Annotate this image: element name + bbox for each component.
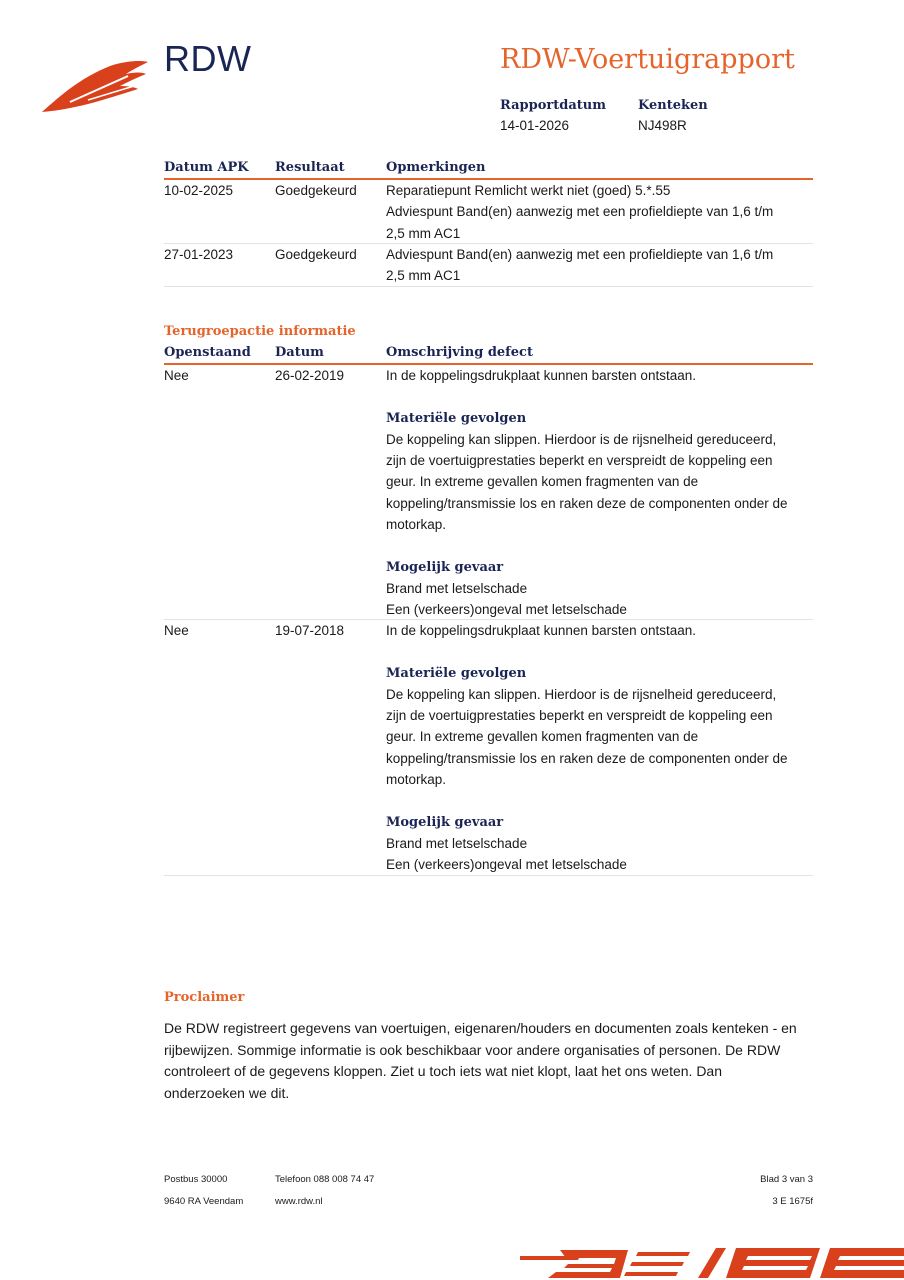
apk-col-remarks: Opmerkingen <box>386 160 486 175</box>
footer-postcode: 9640 RA Veendam <box>164 1196 244 1207</box>
recall-open: Nee <box>164 368 189 383</box>
recall-material-line: koppeling/transmissie los en raken deze de componenten onder de <box>386 750 788 766</box>
recall-col-defect: Omschrijving defect <box>386 345 533 360</box>
apk-date: 10-02-2025 <box>164 183 234 198</box>
recall-danger-line: Brand met letselschade <box>386 835 528 851</box>
recall-date: 26-02-2019 <box>275 368 345 383</box>
footer-code: 3 E 1675f <box>772 1196 813 1207</box>
apk-remark-line: Adviespunt Band(en) aanwezig met een profieldiepte van 1,6 t/m <box>386 247 774 262</box>
recall-col-open: Openstaand <box>164 345 251 360</box>
apk-remark-line: Reparatiepunt Remlicht werkt niet (goed) 5.*.55 <box>386 183 671 198</box>
recall-danger-line: Een (verkeers)ongeval met letselschade <box>386 857 627 873</box>
plate-label: Kenteken <box>638 98 708 113</box>
apk-remark-line: 2,5 mm AC1 <box>386 268 461 284</box>
recall-defect: In de koppelingsdrukplaat kunnen barsten ontstaan. <box>386 623 696 638</box>
recall-material-line: De koppeling kan slippen. Hierdoor is de rijsnelheid gereduceerd, <box>386 431 777 447</box>
apk-result: Goedgekeurd <box>275 183 357 198</box>
recall-col-date: Datum <box>275 345 324 360</box>
apk-remark-line: Adviespunt Band(en) aanwezig met een profieldiepte van 1,6 t/m <box>386 204 774 220</box>
recall-material-line: zijn de voertuigprestaties beperkt en verspreidt de koppeling een <box>386 453 773 469</box>
footer-website: www.rdw.nl <box>275 1196 323 1207</box>
recall-material-line: geur. In extreme gevallen komen fragmenten van de <box>386 474 699 490</box>
apk-remarks <box>386 244 806 287</box>
proclaimer-text: De RDW registreert gegevens van voertuigen, eigenaren/houders en documenten zoals kenteken - en rijbewijzen. Sommige informatie is ook beschikbaar voor andere organisaties of personen. De RDW controleert of de gegevens kloppen. Ziet u toch iets wat niet klopt, laat het ons weten. Dan onderzoeken we dit. <box>164 1020 797 1101</box>
recall-section-title: Terugroepactie informatie <box>164 324 356 339</box>
apk-col-result: Resultaat <box>275 160 345 175</box>
recall-description <box>386 365 806 621</box>
rdw-wing-logo-icon <box>40 56 150 116</box>
apk-result: Goedgekeurd <box>275 247 357 262</box>
report-date-block <box>500 98 606 133</box>
table-row <box>164 180 813 244</box>
recall-material-line: De koppeling kan slippen. Hierdoor is de rijsnelheid gereduceerd, <box>386 686 777 702</box>
recall-material-title: Materiële gevolgen <box>386 410 527 426</box>
logo-text: RDW <box>164 38 252 79</box>
apk-table-header <box>164 160 813 180</box>
rdw-stripes-decoration-icon <box>520 1244 904 1280</box>
footer-telefoon: Telefoon 088 008 74 47 <box>275 1174 375 1185</box>
table-row <box>164 365 813 620</box>
recall-defect: In de koppelingsdrukplaat kunnen barsten ontstaan. <box>386 368 696 383</box>
apk-remarks <box>386 180 806 244</box>
recall-description <box>386 620 806 876</box>
recall-date: 19-07-2018 <box>275 623 345 638</box>
report-date-value: 14-01-2026 <box>500 118 570 133</box>
report-date-label: Rapportdatum <box>500 98 606 113</box>
footer-page: Blad 3 van 3 <box>760 1174 813 1185</box>
report-title: RDW-Voertuigrapport <box>500 44 795 75</box>
apk-remark-line: 2,5 mm AC1 <box>386 225 461 241</box>
table-row <box>164 244 813 287</box>
recall-table-header <box>164 345 813 365</box>
recall-material-line: zijn de voertuigprestaties beperkt en verspreidt de koppeling een <box>386 708 773 724</box>
recall-material-line: koppeling/transmissie los en raken deze de componenten onder de <box>386 495 788 511</box>
apk-table <box>164 160 813 287</box>
plate-block <box>638 98 708 133</box>
footer-postbus: Postbus 30000 <box>164 1174 228 1185</box>
table-row <box>164 620 813 876</box>
apk-col-date: Datum APK <box>164 160 249 175</box>
recall-danger-title: Mogelijk gevaar <box>386 814 504 830</box>
recall-open: Nee <box>164 623 189 638</box>
recall-table <box>164 345 813 876</box>
recall-material-title: Materiële gevolgen <box>386 665 527 681</box>
recall-danger-title: Mogelijk gevaar <box>386 559 504 575</box>
recall-danger-line: Brand met letselschade <box>386 580 528 596</box>
recall-material-line: motorkap. <box>386 517 447 533</box>
plate-value: NJ498R <box>638 118 687 133</box>
recall-material-line: geur. In extreme gevallen komen fragmenten van de <box>386 729 699 745</box>
recall-danger-line: Een (verkeers)ongeval met letselschade <box>386 602 627 618</box>
apk-date: 27-01-2023 <box>164 247 234 262</box>
recall-material-line: motorkap. <box>386 772 447 788</box>
proclaimer-title: Proclaimer <box>164 990 245 1005</box>
